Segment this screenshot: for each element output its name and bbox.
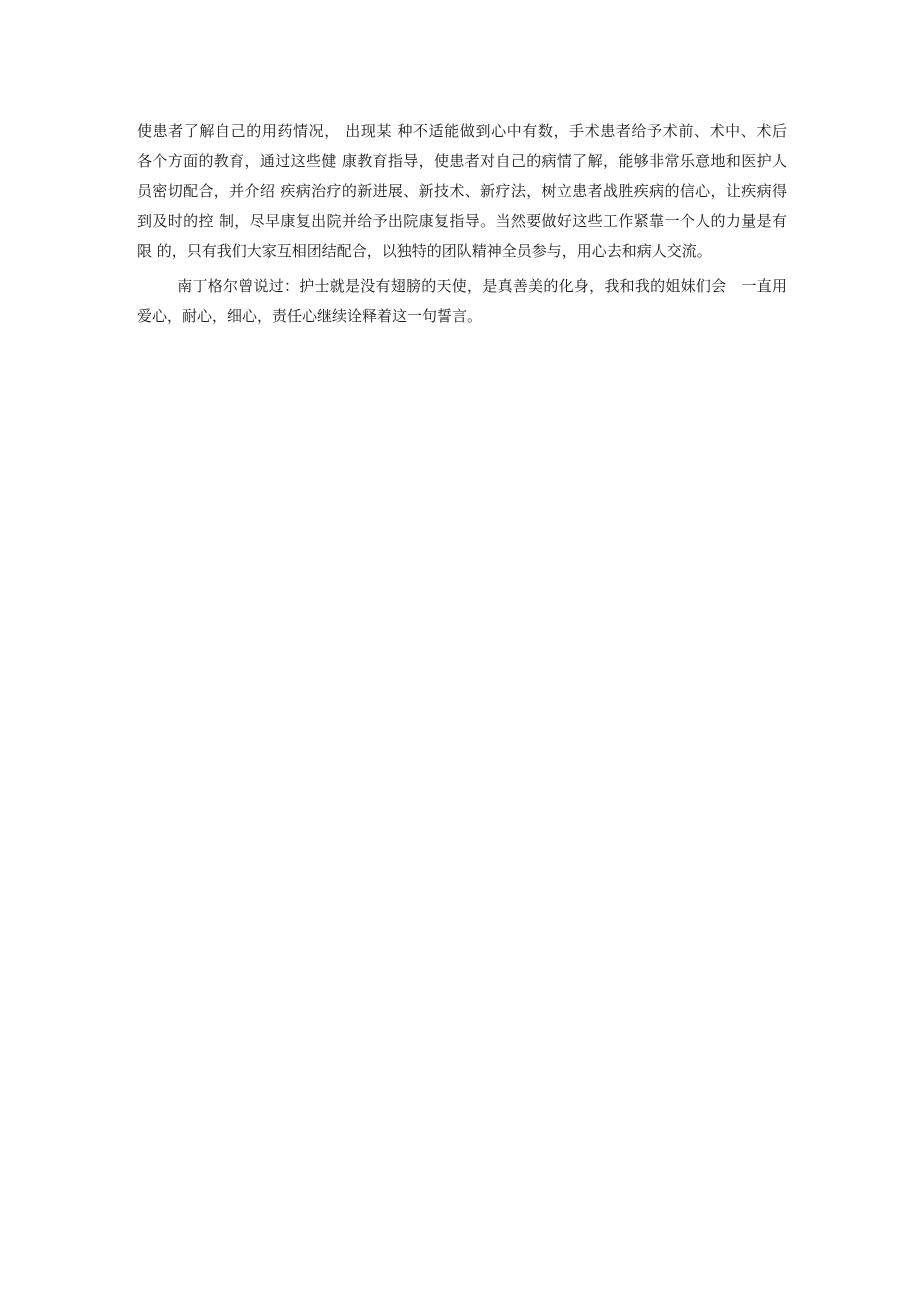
text-line: 到及时的控 制，尽早康复出院并给予出院康复指导。当然要做好这些工作紧靠一个人的力量是有 xyxy=(137,212,787,230)
text-line: 南丁格尔曾说过：护士就是没有翅膀的天使，是真善美的化身，我和我的姐妹们会 一直用 xyxy=(137,277,787,295)
paragraph-2 xyxy=(137,271,787,331)
text-line: 使患者了解自己的用药情况， 出现某 种不适能做到心中有数，手术患者给予术前、术中、术后 xyxy=(137,122,787,140)
text-line: 员密切配合，并介绍 疾病治疗的新进展、新技术、新疗法，树立患者战胜疾病的信心，让疾病得 xyxy=(137,182,787,200)
text-line: 限 的，只有我们大家互相团结配合，以独特的团队精神全员参与，用心去和病人交流。 xyxy=(137,242,712,260)
document-body xyxy=(137,116,787,331)
text-line: 爱心，耐心，细心，责任心继续诠释着这一句誓言。 xyxy=(137,307,483,325)
paragraph-1 xyxy=(137,116,787,266)
text-line: 各个方面的教育，通过这些健 康教育指导，使患者对自己的病情了解，能够非常乐意地和医护人 xyxy=(137,152,787,170)
